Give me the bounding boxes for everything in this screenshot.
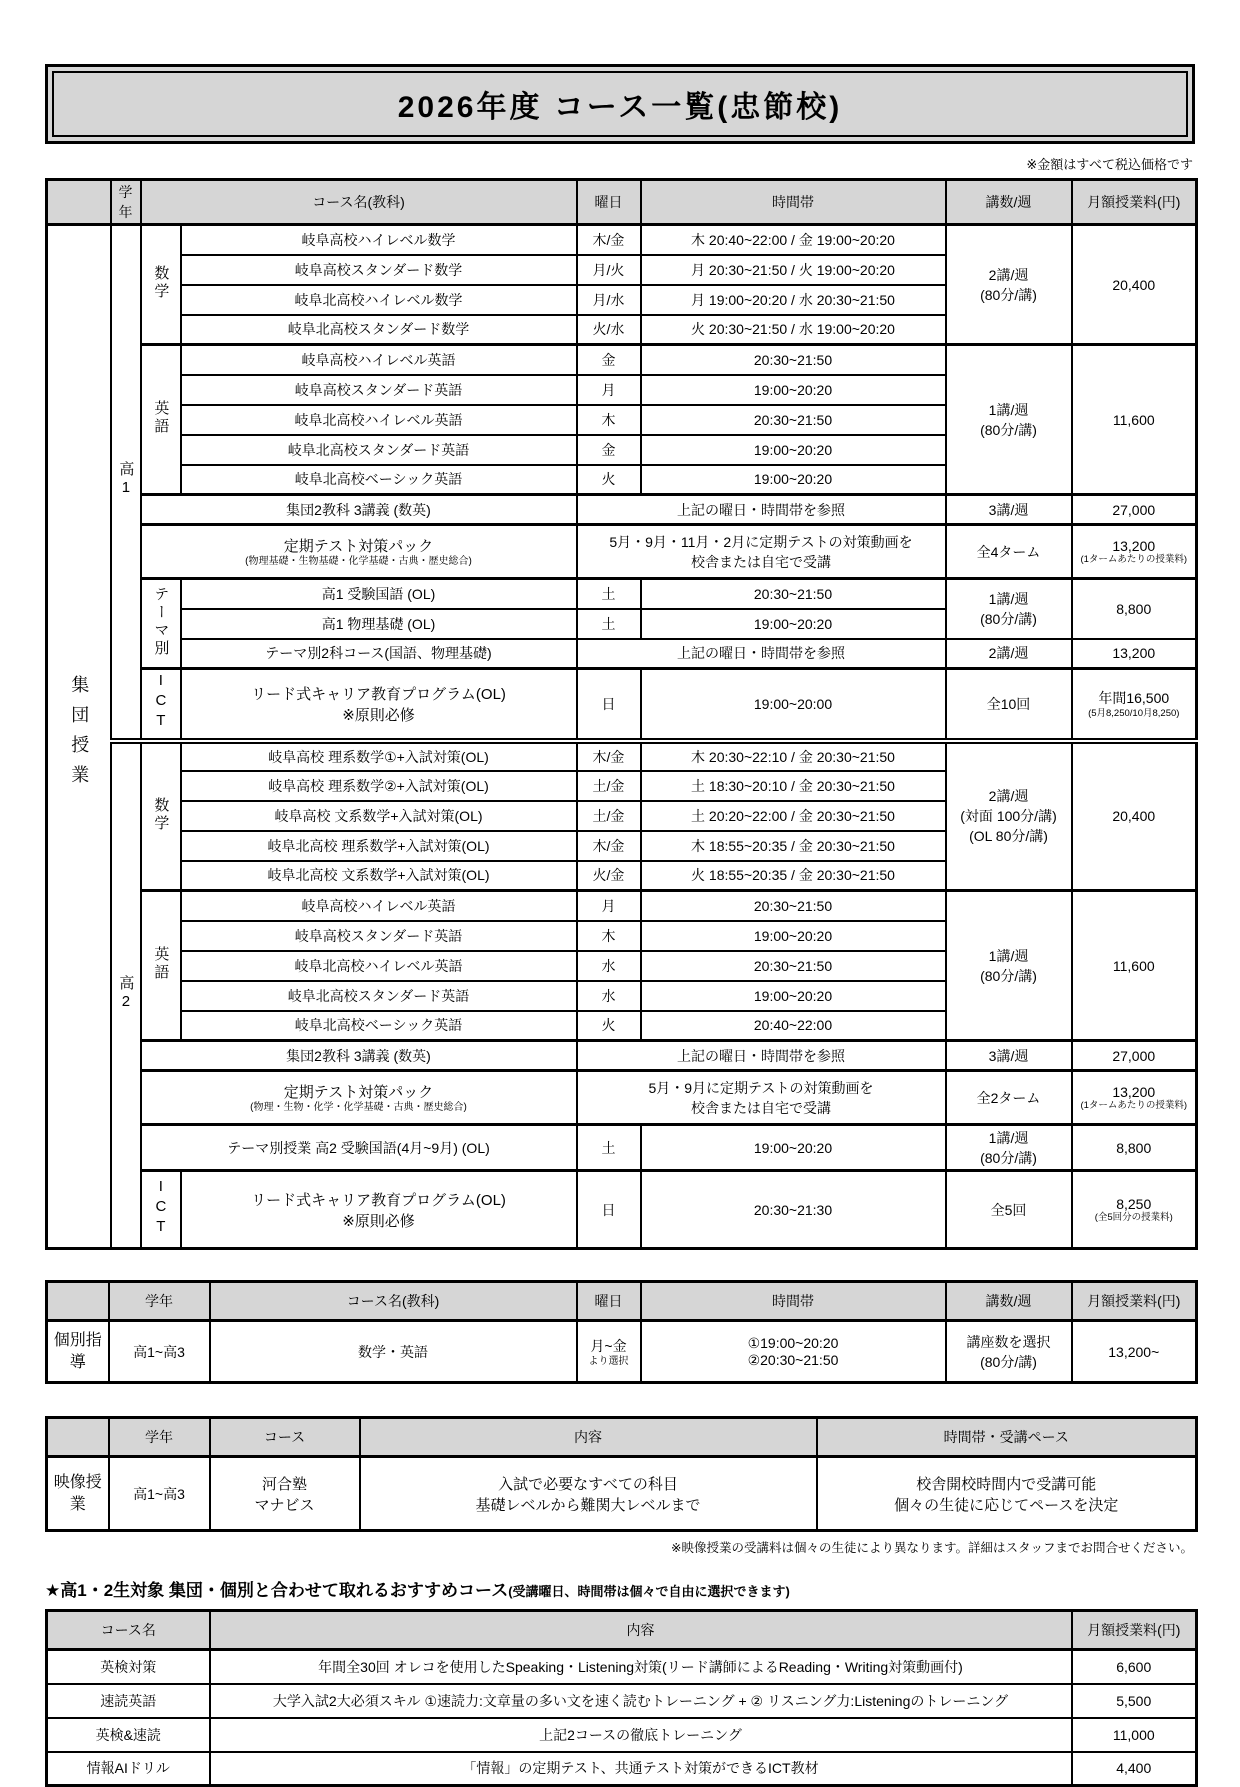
day-cell: 土 bbox=[577, 609, 641, 639]
course-name-cell: 岐阜北高校ハイレベル英語 bbox=[181, 951, 577, 981]
freq-main: 講座数を選択 bbox=[966, 1333, 1051, 1350]
freq-main: 1講/週 bbox=[988, 947, 1029, 964]
price-cell: 5,500 bbox=[1072, 1684, 1197, 1718]
group-classes-table bbox=[45, 178, 1198, 1250]
price-cell bbox=[1072, 1071, 1197, 1125]
freq-cell: 3講/週 bbox=[946, 495, 1072, 525]
freq-cell bbox=[946, 345, 1072, 495]
time-cell: 19:00~20:20 bbox=[641, 435, 946, 465]
freq-cell bbox=[946, 225, 1072, 345]
course-row bbox=[47, 579, 1197, 609]
course-row bbox=[47, 225, 1197, 255]
time-line2: 校舎または自宅で受講 bbox=[691, 1099, 831, 1116]
price-cell: 4,400 bbox=[1072, 1752, 1197, 1786]
reco-heading-sub: (受講曜日、時間帯は個々で自由に選択できます) bbox=[508, 1584, 790, 1599]
day-cell: 土 bbox=[577, 1125, 641, 1171]
header-content: 内容 bbox=[360, 1418, 817, 1457]
header-grade: 学年 bbox=[109, 1418, 210, 1457]
time-cell: 20:30~21:50 bbox=[641, 405, 946, 435]
price-cell: 20,400 bbox=[1072, 225, 1197, 345]
course-name-cell: 集団2教科 3講義 (数英) bbox=[141, 1041, 577, 1071]
course-row bbox=[47, 1071, 1197, 1125]
pace-line2: 個々の生徒に応じてペースを決定 bbox=[894, 1496, 1119, 1514]
freq-cell bbox=[946, 741, 1072, 891]
freq-cell: 3講/週 bbox=[946, 1041, 1072, 1071]
time-cell: 20:30~21:50 bbox=[641, 579, 946, 609]
course-name-cell: 情報AIドリル bbox=[47, 1752, 210, 1786]
grade-cell: 高1~高3 bbox=[109, 1457, 210, 1531]
course-row bbox=[47, 1041, 1197, 1071]
freq-cell bbox=[946, 579, 1072, 639]
time-cell bbox=[577, 1071, 946, 1125]
freq-sub: (80分/講) bbox=[980, 1353, 1037, 1370]
subject-label: 英語 bbox=[152, 400, 170, 436]
subject-cell-english bbox=[141, 891, 181, 1041]
price-cell: 27,000 bbox=[1072, 1041, 1197, 1071]
freq-sub: (80分/講) bbox=[980, 967, 1037, 984]
course-name-cell: 岐阜高校 理系数学②+入試対策(OL) bbox=[181, 771, 577, 801]
price-cell: 6,600 bbox=[1072, 1650, 1197, 1684]
day-cell: 日 bbox=[577, 669, 641, 741]
course-row bbox=[47, 1752, 1197, 1786]
day-line2: より選択 bbox=[588, 1355, 629, 1367]
course-name-cell: 岐阜高校ハイレベル英語 bbox=[181, 345, 577, 375]
time-cell: 19:00~20:20 bbox=[641, 981, 946, 1011]
day-cell: 土/金 bbox=[577, 771, 641, 801]
time-line2: 校舎または自宅で受講 bbox=[691, 553, 831, 570]
content-cell: 「情報」の定期テスト、共通テスト対策ができるICT教材 bbox=[210, 1752, 1072, 1786]
course-name-cell: 高1 受験国語 (OL) bbox=[181, 579, 577, 609]
course-name-cell: 岐阜北高校 文系数学+入試対策(OL) bbox=[181, 861, 577, 891]
time-cell: 19:00~20:20 bbox=[641, 1125, 946, 1171]
course-name-sub: (物理・生物・化学・化学基礎・古典・歴史総合) bbox=[250, 1102, 467, 1113]
content-line1: 入試で必要なすべての科目 bbox=[498, 1475, 678, 1493]
header-day: 曜日 bbox=[577, 180, 641, 225]
course-cell bbox=[210, 1457, 360, 1531]
day-cell bbox=[577, 1321, 641, 1383]
course-name-cell: 岐阜高校 理系数学①+入試対策(OL) bbox=[181, 741, 577, 771]
course-row bbox=[47, 891, 1197, 921]
content-cell: 大学入試2大必須スキル ①速読力:文章量の多い文を速く読むトレーニング + ② リスニング力:Listeningのトレーニング bbox=[210, 1684, 1072, 1718]
time-cell: 19:00~20:20 bbox=[641, 375, 946, 405]
title-box bbox=[45, 64, 1195, 144]
day-cell: 金 bbox=[577, 435, 641, 465]
course-name-cell: 岐阜高校スタンダード英語 bbox=[181, 375, 577, 405]
course-name-cell: 岐阜北高校スタンダード英語 bbox=[181, 981, 577, 1011]
course-name-main: リード式キャリア教育プログラム(OL) bbox=[251, 1191, 506, 1209]
header-row bbox=[47, 1418, 1197, 1457]
price-cell: 20,400 bbox=[1072, 741, 1197, 891]
course-name-main: リード式キャリア教育プログラム(OL) bbox=[251, 685, 506, 703]
day-cell: 水 bbox=[577, 981, 641, 1011]
price-cell: 11,000 bbox=[1072, 1718, 1197, 1752]
course-row bbox=[47, 1457, 1197, 1531]
price-sub: (1タームあたりの授業料) bbox=[1080, 553, 1188, 565]
freq-main: 2講/週 bbox=[988, 788, 1029, 805]
header-price: 月額授業料(円) bbox=[1072, 1282, 1197, 1321]
time-cell: 土 18:30~20:10 / 金 20:30~21:50 bbox=[641, 771, 946, 801]
price-sub: (5月8,250/10月8,250) bbox=[1088, 707, 1180, 719]
price-sub: (1タームあたりの授業料) bbox=[1080, 1099, 1188, 1111]
header-corner bbox=[47, 1282, 109, 1321]
freq-sub: (80分/講) bbox=[980, 610, 1037, 627]
time-cell: 木 20:30~22:10 / 金 20:30~21:50 bbox=[641, 741, 946, 771]
time-cell bbox=[577, 525, 946, 579]
subject-cell-ict bbox=[141, 669, 181, 741]
course-row bbox=[47, 1321, 1197, 1383]
course-name-cell bbox=[181, 1171, 577, 1249]
course-line2: マナビス bbox=[254, 1496, 315, 1514]
course-name-cell: 英検対策 bbox=[47, 1650, 210, 1684]
group-label: 集団授業 bbox=[69, 675, 90, 795]
header-row bbox=[47, 1611, 1197, 1650]
freq-sub1: (対面 100分/講) bbox=[960, 808, 1057, 825]
subject-cell-math bbox=[141, 225, 181, 345]
header-pace: 時間帯・受講ペース bbox=[817, 1418, 1197, 1457]
header-grade: 学年 bbox=[111, 180, 141, 225]
header-grade: 学年 bbox=[109, 1282, 210, 1321]
day-line1: 月~金 bbox=[590, 1337, 627, 1354]
course-name-cell: 岐阜高校スタンダード英語 bbox=[181, 921, 577, 951]
freq-sub2: (OL 80分/講) bbox=[969, 828, 1048, 845]
course-line1: 河合塾 bbox=[261, 1475, 307, 1493]
day-cell: 土/金 bbox=[577, 801, 641, 831]
reco-table bbox=[45, 1609, 1198, 1787]
price-cell: 8,800 bbox=[1072, 1125, 1197, 1171]
time-cell: 19:00~20:20 bbox=[641, 921, 946, 951]
course-name-cell bbox=[181, 669, 577, 741]
group-label-cell bbox=[47, 1457, 109, 1531]
price-cell: 13,200~ bbox=[1072, 1321, 1197, 1383]
grade-label: 高2 bbox=[117, 974, 135, 1013]
time-cell: 木 18:55~20:35 / 金 20:30~21:50 bbox=[641, 831, 946, 861]
price-main: 13,200 bbox=[1112, 1083, 1156, 1100]
day-cell: 月/水 bbox=[577, 285, 641, 315]
freq-cell: 全4ターム bbox=[946, 525, 1072, 579]
reco-heading bbox=[45, 1576, 1195, 1601]
time-line1: ①19:00~20:20 bbox=[747, 1334, 839, 1351]
header-freq: 講数/週 bbox=[946, 1282, 1072, 1321]
freq-cell bbox=[946, 1321, 1072, 1383]
pace-line1: 校舎開校時間内で受講可能 bbox=[916, 1475, 1097, 1493]
freq-main: 1講/週 bbox=[988, 1129, 1029, 1146]
time-cell: 20:30~21:50 bbox=[641, 345, 946, 375]
course-name-cell: 英検&速読 bbox=[47, 1718, 210, 1752]
freq-cell bbox=[946, 891, 1072, 1041]
header-day: 曜日 bbox=[577, 1282, 641, 1321]
time-cell: 火 20:30~21:50 / 水 19:00~20:20 bbox=[641, 315, 946, 345]
course-name-cell: 数学・英語 bbox=[210, 1321, 577, 1383]
course-name-main: 定期テスト対策パック bbox=[283, 538, 434, 555]
header-row bbox=[47, 1282, 1197, 1321]
time-cell: 上記の曜日・時間帯を参照 bbox=[577, 639, 946, 669]
day-cell: 木/金 bbox=[577, 225, 641, 255]
time-line1: 5月・9月・11月・2月に定期テストの対策動画を bbox=[609, 533, 913, 550]
price-cell: 13,200 bbox=[1072, 639, 1197, 669]
day-cell: 火/金 bbox=[577, 861, 641, 891]
time-cell: 20:30~21:30 bbox=[641, 1171, 946, 1249]
header-course: コース bbox=[210, 1418, 360, 1457]
course-name-cell: 岐阜高校ハイレベル数学 bbox=[181, 225, 577, 255]
subject-label: テーマ別 bbox=[152, 586, 170, 658]
day-cell: 木 bbox=[577, 921, 641, 951]
course-name-cell bbox=[141, 1071, 577, 1125]
price-cell: 11,600 bbox=[1072, 345, 1197, 495]
course-name-cell: テーマ別授業 高2 受験国語(4月~9月) (OL) bbox=[141, 1125, 577, 1171]
grade-cell-k2 bbox=[111, 741, 141, 1249]
freq-sub: (80分/講) bbox=[980, 1149, 1037, 1166]
course-name-cell: 岐阜北高校スタンダード数学 bbox=[181, 315, 577, 345]
freq-main: 1講/週 bbox=[988, 590, 1029, 607]
day-cell: 土 bbox=[577, 579, 641, 609]
header-freq: 講数/週 bbox=[946, 180, 1072, 225]
course-name-cell: 岐阜高校ハイレベル英語 bbox=[181, 891, 577, 921]
header-course-name: コース名(教科) bbox=[141, 180, 577, 225]
pace-cell bbox=[817, 1457, 1197, 1531]
group-label-cell bbox=[47, 1321, 109, 1383]
course-row bbox=[47, 345, 1197, 375]
course-row bbox=[47, 741, 1197, 771]
grade-cell: 高1~高3 bbox=[109, 1321, 210, 1383]
course-row bbox=[47, 669, 1197, 741]
subject-cell-ict bbox=[141, 1171, 181, 1249]
day-cell: 木/金 bbox=[577, 741, 641, 771]
time-cell bbox=[641, 1321, 946, 1383]
time-cell: 20:30~21:50 bbox=[641, 891, 946, 921]
price-cell bbox=[1072, 525, 1197, 579]
content-cell: 年間全30回 オレコを使用したSpeaking・Listening対策(リード講師によるReading・Writing対策動画付) bbox=[210, 1650, 1072, 1684]
price-main: 8,250 bbox=[1116, 1195, 1152, 1212]
content-line2: 基礎レベルから難関大レベルまで bbox=[475, 1496, 701, 1514]
subject-cell-theme bbox=[141, 579, 181, 669]
course-name-sub: (物理基礎・生物基礎・化学基礎・古典・歴史総合) bbox=[245, 556, 472, 567]
day-cell: 金 bbox=[577, 345, 641, 375]
price-cell bbox=[1072, 1171, 1197, 1249]
day-cell: 木 bbox=[577, 405, 641, 435]
time-line2: ②20:30~21:50 bbox=[747, 1351, 839, 1368]
day-cell: 月 bbox=[577, 891, 641, 921]
course-row bbox=[47, 1171, 1197, 1249]
course-name-cell: 岐阜北高校ハイレベル数学 bbox=[181, 285, 577, 315]
course-row bbox=[47, 525, 1197, 579]
price-main: 13,200 bbox=[1112, 537, 1156, 554]
freq-cell: 全10回 bbox=[946, 669, 1072, 741]
time-cell: 月 19:00~20:20 / 水 20:30~21:50 bbox=[641, 285, 946, 315]
video-note: ※映像授業の受講料は個々の生徒により異なります。詳細はスタッフまでお問合せください。 bbox=[671, 1541, 1193, 1555]
freq-cell: 全2ターム bbox=[946, 1071, 1072, 1125]
day-cell: 火 bbox=[577, 1011, 641, 1041]
time-cell: 火 18:55~20:35 / 金 20:30~21:50 bbox=[641, 861, 946, 891]
time-cell: 20:30~21:50 bbox=[641, 951, 946, 981]
header-row bbox=[47, 180, 1197, 225]
price-cell: 11,600 bbox=[1072, 891, 1197, 1041]
subject-label: ICT bbox=[152, 1178, 170, 1238]
time-cell: 上記の曜日・時間帯を参照 bbox=[577, 495, 946, 525]
course-row bbox=[47, 1684, 1197, 1718]
day-cell: 水 bbox=[577, 951, 641, 981]
video-table bbox=[45, 1416, 1198, 1532]
price-cell: 27,000 bbox=[1072, 495, 1197, 525]
subject-label: 数学 bbox=[152, 265, 170, 301]
header-price: 月額授業料(円) bbox=[1072, 1611, 1197, 1650]
individual-table bbox=[45, 1280, 1198, 1384]
header-corner bbox=[47, 1418, 109, 1457]
reco-heading-main: ★高1・2生対象 集団・個別と合わせて取れるおすすめコース bbox=[45, 1581, 509, 1600]
time-cell: 19:00~20:20 bbox=[641, 465, 946, 495]
course-name-cell: テーマ別2科コース(国語、物理基礎) bbox=[181, 639, 577, 669]
course-row bbox=[47, 495, 1197, 525]
content-cell: 上記2コースの徹底トレーニング bbox=[210, 1718, 1072, 1752]
subject-cell-english bbox=[141, 345, 181, 495]
time-cell: 20:40~22:00 bbox=[641, 1011, 946, 1041]
price-cell: 8,800 bbox=[1072, 579, 1197, 639]
day-cell: 火 bbox=[577, 465, 641, 495]
course-name-cell: 岐阜北高校ベーシック英語 bbox=[181, 465, 577, 495]
header-corner bbox=[47, 180, 111, 225]
freq-main: 2講/週 bbox=[988, 266, 1029, 283]
day-cell: 木/金 bbox=[577, 831, 641, 861]
course-row bbox=[47, 639, 1197, 669]
header-price: 月額授業料(円) bbox=[1072, 180, 1197, 225]
course-name-cell bbox=[141, 525, 577, 579]
course-name-cell: 岐阜北高校ハイレベル英語 bbox=[181, 405, 577, 435]
freq-cell: 2講/週 bbox=[946, 639, 1072, 669]
course-row bbox=[47, 1718, 1197, 1752]
course-name-cell: 岐阜北高校ベーシック英語 bbox=[181, 1011, 577, 1041]
freq-main: 1講/週 bbox=[988, 401, 1029, 418]
price-sub: (全5回分の授業料) bbox=[1094, 1211, 1173, 1223]
grade-label: 高1 bbox=[117, 461, 135, 500]
time-cell: 月 20:30~21:50 / 火 19:00~20:20 bbox=[641, 255, 946, 285]
course-name-cell: 岐阜北高校 理系数学+入試対策(OL) bbox=[181, 831, 577, 861]
subject-label: 英語 bbox=[152, 946, 170, 982]
time-cell: 土 20:20~22:00 / 金 20:30~21:50 bbox=[641, 801, 946, 831]
course-name-cell: 岐阜高校スタンダード数学 bbox=[181, 255, 577, 285]
time-cell: 19:00~20:20 bbox=[641, 609, 946, 639]
freq-cell: 全5回 bbox=[946, 1171, 1072, 1249]
header-time: 時間帯 bbox=[641, 1282, 946, 1321]
course-name-cell: 高1 物理基礎 (OL) bbox=[181, 609, 577, 639]
grade-cell-k1 bbox=[111, 225, 141, 741]
content-cell bbox=[360, 1457, 817, 1531]
time-line1: 5月・9月に定期テストの対策動画を bbox=[648, 1079, 874, 1096]
tax-note: ※金額はすべて税込価格です bbox=[1026, 157, 1193, 172]
day-cell: 火/水 bbox=[577, 315, 641, 345]
freq-sub: (80分/講) bbox=[980, 421, 1037, 438]
course-name-main: 定期テスト対策パック bbox=[283, 1084, 434, 1101]
header-course-name: コース名(教科) bbox=[210, 1282, 577, 1321]
day-cell: 月 bbox=[577, 375, 641, 405]
freq-sub: (80分/講) bbox=[980, 286, 1037, 303]
freq-cell bbox=[946, 1125, 1072, 1171]
course-row bbox=[47, 1125, 1197, 1171]
group-label: 個別指導 bbox=[53, 1331, 102, 1371]
header-time: 時間帯 bbox=[641, 180, 946, 225]
course-name-sub: ※原則必修 bbox=[342, 706, 415, 724]
price-cell bbox=[1072, 669, 1197, 741]
day-cell: 日 bbox=[577, 1171, 641, 1249]
course-name-cell: 岐阜北高校スタンダード英語 bbox=[181, 435, 577, 465]
header-content: 内容 bbox=[210, 1611, 1072, 1650]
page-title: 2026年度 コース一覧(忠節校) bbox=[52, 71, 1188, 137]
group-label: 映像授業 bbox=[53, 1473, 102, 1513]
course-row bbox=[47, 1650, 1197, 1684]
time-cell: 上記の曜日・時間帯を参照 bbox=[577, 1041, 946, 1071]
time-cell: 木 20:40~22:00 / 金 19:00~20:20 bbox=[641, 225, 946, 255]
subject-label: ICT bbox=[152, 672, 170, 733]
group-label-cell bbox=[47, 225, 111, 1249]
day-cell: 月/火 bbox=[577, 255, 641, 285]
time-cell: 19:00~20:00 bbox=[641, 669, 946, 741]
course-name-cell: 集団2教科 3講義 (数英) bbox=[141, 495, 577, 525]
subject-cell-math bbox=[141, 741, 181, 891]
course-name-cell: 岐阜高校 文系数学+入試対策(OL) bbox=[181, 801, 577, 831]
subject-label: 数学 bbox=[152, 796, 170, 833]
course-name-sub: ※原則必修 bbox=[342, 1212, 415, 1230]
price-main: 年間16,500 bbox=[1098, 689, 1170, 706]
course-name-cell: 速読英語 bbox=[47, 1684, 210, 1718]
header-course-name: コース名 bbox=[47, 1611, 210, 1650]
